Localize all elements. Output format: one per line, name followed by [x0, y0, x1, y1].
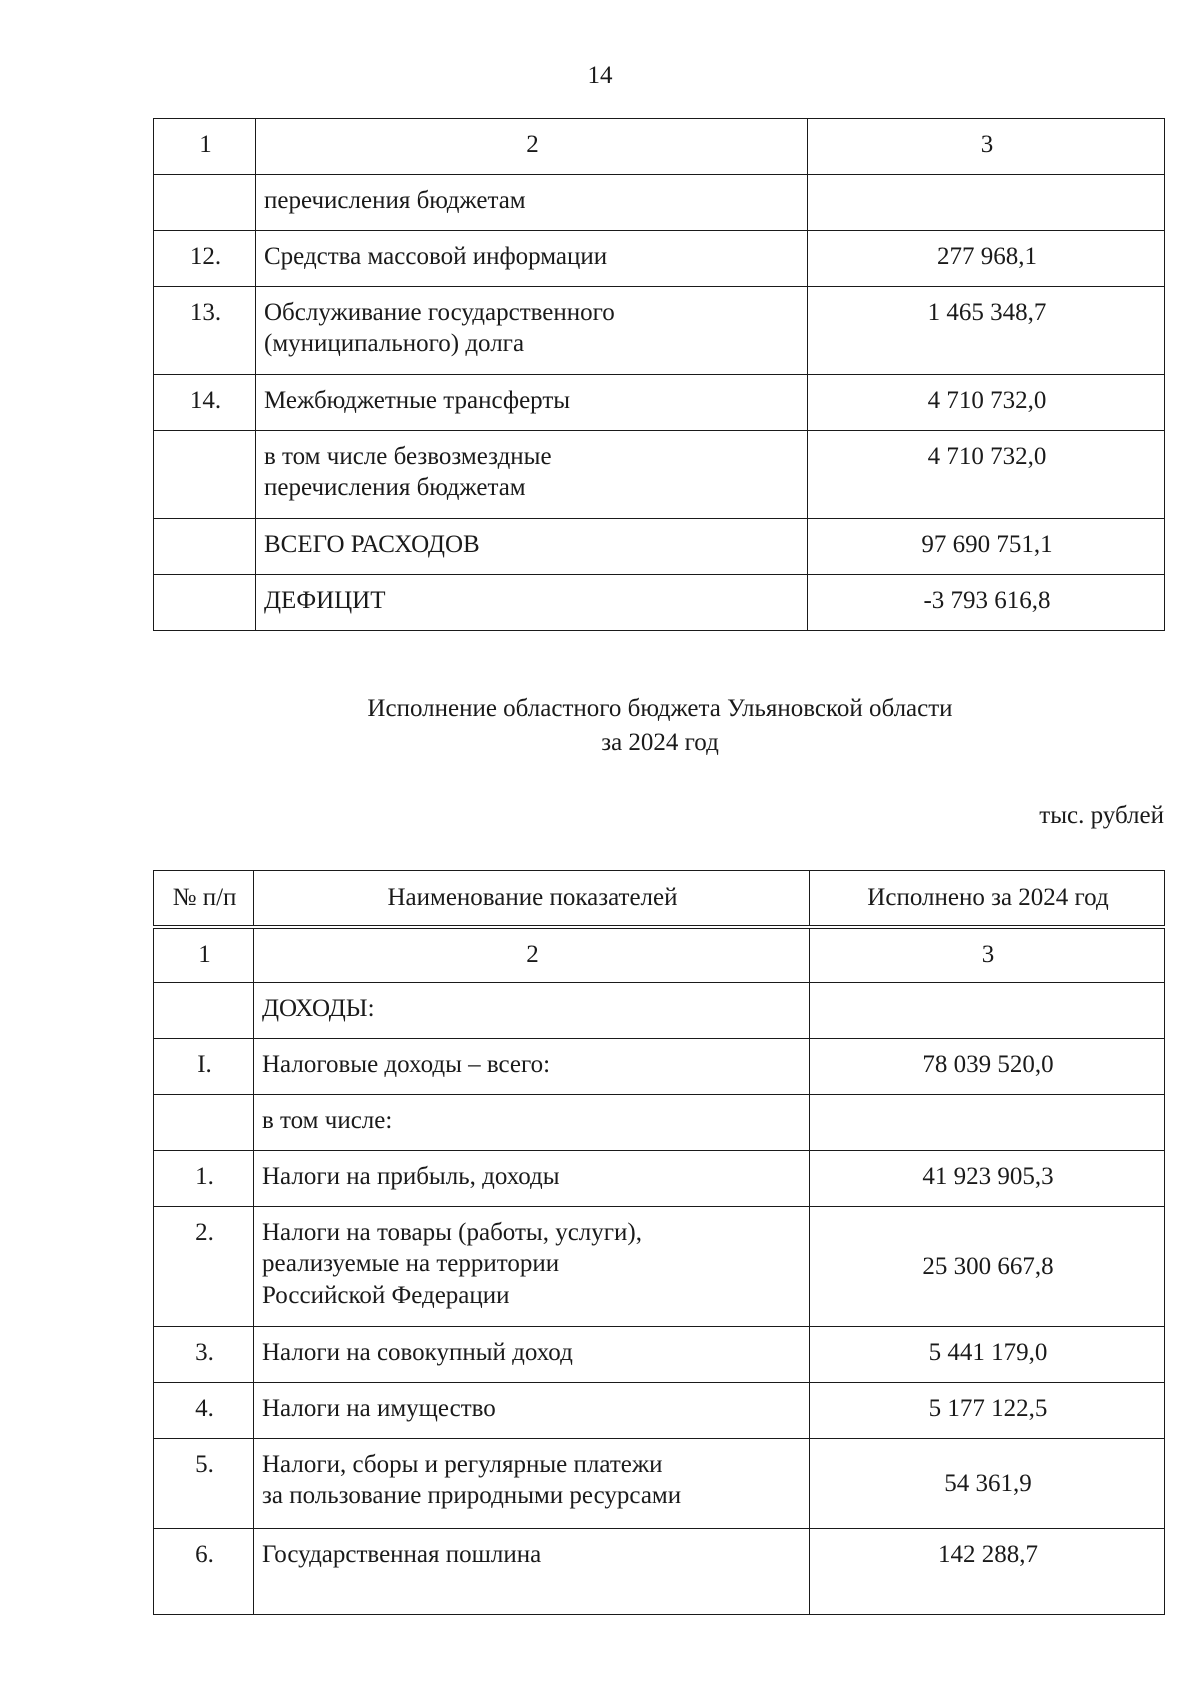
- table-row: [154, 1327, 1165, 1383]
- header-cell: 1: [154, 119, 256, 175]
- header-cell: 3: [808, 119, 1165, 175]
- row-value: 1 465 348,7: [808, 287, 1165, 375]
- row-name: [254, 1383, 810, 1439]
- table-row: [154, 575, 1165, 631]
- row-name: [254, 1095, 810, 1151]
- row-name-line: в том числе:: [262, 1107, 393, 1134]
- column-header-row: [154, 871, 1165, 927]
- row-number: 5.: [154, 1439, 254, 1529]
- row-value: 277 968,1: [808, 231, 1165, 287]
- row-name-line: Российской Федерации: [262, 1281, 510, 1309]
- row-name-line: Налоги на имущество: [262, 1395, 496, 1422]
- row-name: [256, 231, 808, 287]
- table-header-row: [154, 119, 1165, 175]
- row-name-line: Налоговые доходы – всего:: [262, 1051, 551, 1078]
- row-number: 14.: [154, 375, 256, 431]
- row-number: 13.: [154, 287, 256, 375]
- row-value: 41 923 905,3: [810, 1151, 1165, 1207]
- table-row: [154, 431, 1165, 519]
- row-number: [154, 175, 256, 231]
- row-name-line: перечисления бюджетам: [264, 474, 526, 502]
- row-name-line: Налоги на товары (работы, услуги),: [262, 1219, 642, 1246]
- row-name: [254, 983, 810, 1039]
- row-value: 5 177 122,5: [810, 1383, 1165, 1439]
- table-row: [154, 519, 1165, 575]
- row-name-line: Средства массовой информации: [264, 243, 608, 270]
- row-name-line: Налоги, сборы и регулярные платежи: [262, 1451, 663, 1478]
- table-header-row: [154, 927, 1165, 983]
- table-caption: [0, 692, 1200, 759]
- row-name-line: (муниципального) долга: [264, 330, 525, 358]
- row-number: [154, 431, 256, 519]
- table-row: [154, 1039, 1165, 1095]
- row-name: [256, 575, 808, 631]
- row-value: 25 300 667,8: [810, 1207, 1165, 1327]
- row-name-line: за пользование природными ресурсами: [262, 1482, 682, 1510]
- row-value: 97 690 751,1: [808, 519, 1165, 575]
- table-row: [154, 1207, 1165, 1327]
- expenses-table: [153, 118, 1165, 631]
- row-value: [810, 983, 1165, 1039]
- row-number: I.: [154, 1039, 254, 1095]
- row-name-line: Межбюджетные трансферты: [264, 387, 571, 414]
- row-name-line: Налоги на совокупный доход: [262, 1339, 573, 1366]
- row-value: 4 710 732,0: [808, 431, 1165, 519]
- row-number: 3.: [154, 1327, 254, 1383]
- row-name: [254, 1207, 810, 1327]
- table-row: [154, 1151, 1165, 1207]
- row-value: 142 288,7: [810, 1529, 1165, 1615]
- row-value: [808, 175, 1165, 231]
- row-value: 78 039 520,0: [810, 1039, 1165, 1095]
- page-number: 14: [587, 62, 613, 89]
- table-row: [154, 1383, 1165, 1439]
- header-cell: 3: [810, 927, 1165, 983]
- table-row: [154, 175, 1165, 231]
- row-name: [256, 287, 808, 375]
- row-name-line: ДОХОДЫ:: [262, 995, 375, 1022]
- units-label: тыс. рублей: [1039, 802, 1164, 829]
- row-name-line: ВСЕГО РАСХОДОВ: [264, 531, 480, 558]
- row-number: [154, 519, 256, 575]
- row-number: 12.: [154, 231, 256, 287]
- row-number: 1.: [154, 1151, 254, 1207]
- row-value: -3 793 616,8: [808, 575, 1165, 631]
- table-row: [154, 1095, 1165, 1151]
- row-name: [254, 1039, 810, 1095]
- row-name-line: Обслуживание государственного: [264, 299, 615, 326]
- row-name: [254, 1529, 810, 1615]
- row-name-line: Государственная пошлина: [262, 1541, 542, 1568]
- header-cell: 1: [154, 927, 254, 983]
- row-name-line: ДЕФИЦИТ: [264, 587, 386, 614]
- row-number: 4.: [154, 1383, 254, 1439]
- table-row: [154, 983, 1165, 1039]
- caption-line: Исполнение областного бюджета Ульяновской области: [367, 695, 953, 722]
- row-number: 6.: [154, 1529, 254, 1615]
- row-number: [154, 1095, 254, 1151]
- row-name-line: в том числе безвозмездные: [264, 443, 552, 470]
- row-name-line: реализуемые на территории: [262, 1250, 560, 1278]
- table-row: [154, 231, 1165, 287]
- column-header: № п/п: [154, 871, 254, 927]
- caption-line: за 2024 год: [601, 728, 719, 756]
- header-cell: 2: [256, 119, 808, 175]
- column-header: Наименование показателей: [254, 871, 810, 927]
- row-name: [254, 1327, 810, 1383]
- header-cell: 2: [254, 927, 810, 983]
- row-value: 54 361,9: [810, 1439, 1165, 1529]
- row-name-line: перечисления бюджетам: [264, 187, 526, 214]
- row-number: [154, 983, 254, 1039]
- row-number: [154, 575, 256, 631]
- row-name: [254, 1151, 810, 1207]
- row-number: 2.: [154, 1207, 254, 1327]
- row-name: [254, 1439, 810, 1529]
- row-value: [810, 1095, 1165, 1151]
- revenue-table: [153, 870, 1165, 1615]
- table-row: [154, 287, 1165, 375]
- row-name: [256, 175, 808, 231]
- table-row: [154, 1529, 1165, 1615]
- row-value: 5 441 179,0: [810, 1327, 1165, 1383]
- row-value: 4 710 732,0: [808, 375, 1165, 431]
- row-name: [256, 431, 808, 519]
- column-header: Исполнено за 2024 год: [810, 871, 1165, 927]
- table-row: [154, 375, 1165, 431]
- row-name: [256, 519, 808, 575]
- row-name: [256, 375, 808, 431]
- row-name-line: Налоги на прибыль, доходы: [262, 1163, 560, 1190]
- table-row: [154, 1439, 1165, 1529]
